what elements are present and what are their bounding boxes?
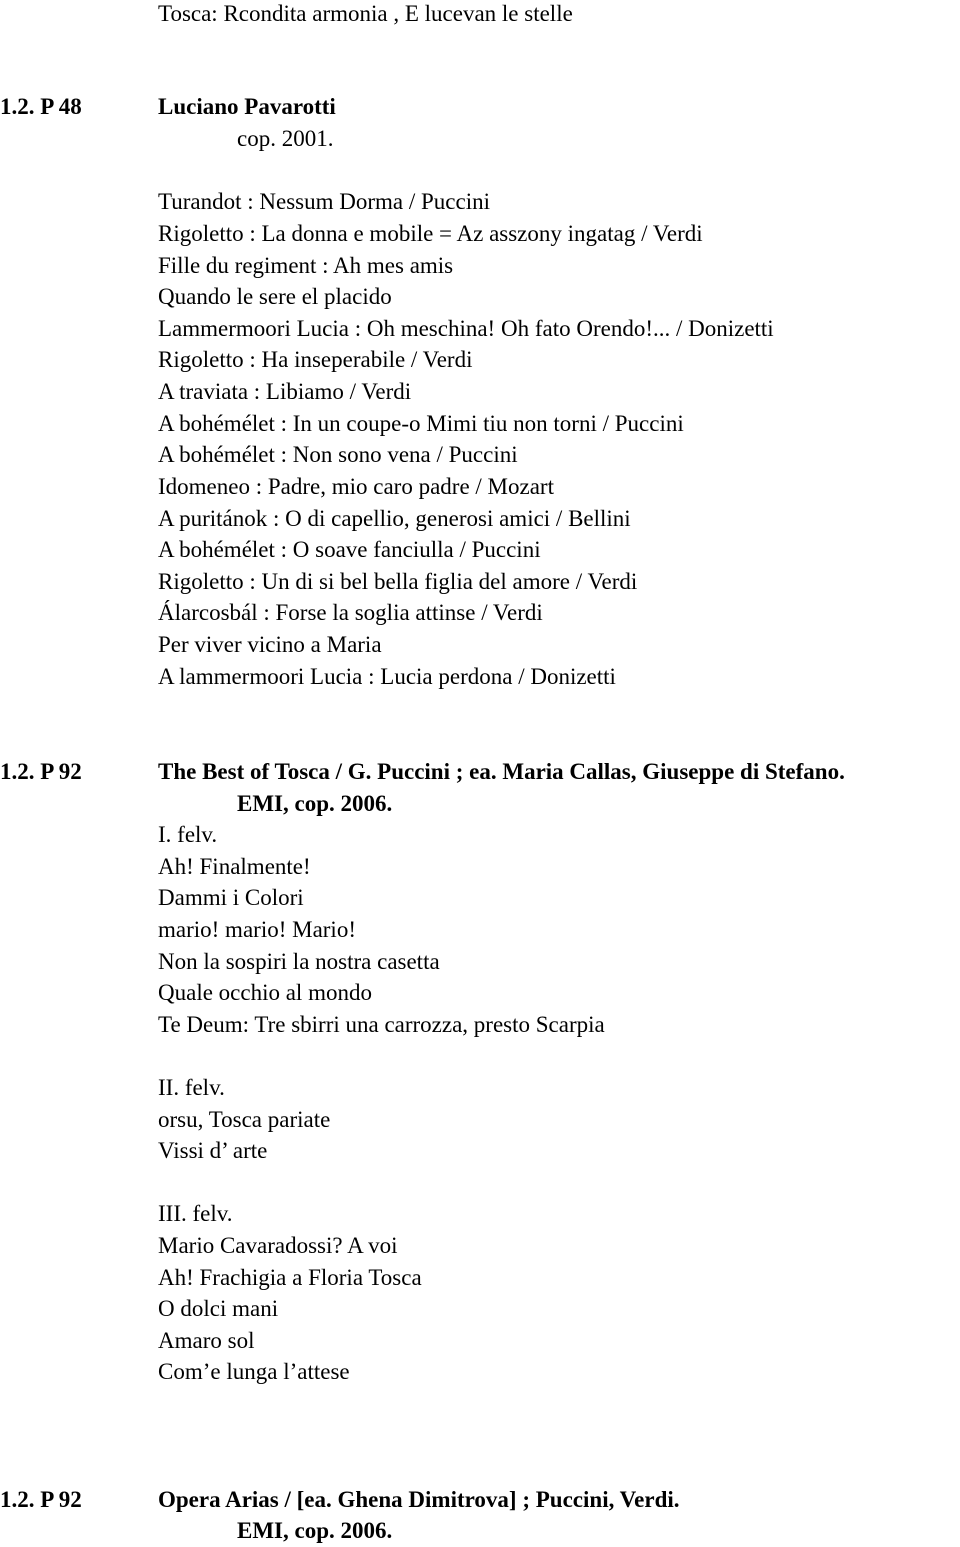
track-item: Quando le sere el placido [158,284,392,309]
track-item: Rigoletto : Un di si bel bella figlia del amore / Verdi [158,569,638,594]
track-item: Mario Cavaradossi? A voi [158,1233,398,1258]
track-item: A bohémélet : Non sono vena / Puccini [158,442,518,467]
track-item: Turandot : Nessum Dorma / Puccini [158,189,490,214]
track-item: A bohémélet : O soave fanciulla / Puccini [158,537,541,562]
track-item: Idomeneo : Padre, mio caro padre / Mozart [158,474,554,499]
track-item: Ah! Finalmente! [158,854,311,879]
record-imprint: EMI, cop. 2006. [237,791,393,816]
record-imprint: cop. 2001. [237,126,334,151]
intro-line: Tosca: Rcondita armonia , E lucevan le stelle [158,1,573,26]
track-item: Quale occhio al mondo [158,980,372,1005]
record-imprint: EMI, cop. 2006. [237,1518,393,1543]
act-label: II. felv. [158,1075,225,1100]
shelf-code: 1.2. P 48 [0,94,82,119]
track-item: Fille du regiment : Ah mes amis [158,253,454,278]
track-item: A puritánok : O di capellio, generosi amici / Bellini [158,506,631,531]
track-item: Rigoletto : Ha inseperabile / Verdi [158,347,473,372]
record-title: Opera Arias / [ea. Ghena Dimitrova] ; Puccini, Verdi. [158,1487,680,1512]
track-item: Dammi i Colori [158,885,304,910]
track-item: A traviata : Libiamo / Verdi [158,379,412,404]
act-label: I. felv. [158,822,218,847]
track-item: Per viver vicino a Maria [158,632,382,657]
track-item: Álarcosbál : Forse la soglia attinse / Verdi [158,600,543,625]
track-item: orsu, Tosca pariate [158,1107,331,1132]
act-label: III. felv. [158,1201,233,1226]
track-item: mario! mario! Mario! [158,917,356,942]
shelf-code: 1.2. P 92 [0,1487,82,1512]
track-item: A bohémélet : In un coupe-o Mimi tiu non torni / Puccini [158,411,684,436]
track-item: O dolci mani [158,1296,279,1321]
track-item: Com’e lunga l’attese [158,1359,350,1384]
track-item: Lammermoori Lucia : Oh meschina! Oh fato Orendo!... / Donizetti [158,316,774,341]
track-item: Ah! Frachigia a Floria Tosca [158,1265,422,1290]
record-title: The Best of Tosca / G. Puccini ; ea. Maria Callas, Giuseppe di Stefano. [158,759,845,784]
track-item: Vissi d’ arte [158,1138,268,1163]
track-item: Te Deum: Tre sbirri una carrozza, presto Scarpia [158,1012,605,1037]
track-item: A lammermoori Lucia : Lucia perdona / Donizetti [158,664,616,689]
shelf-code: 1.2. P 92 [0,759,82,784]
track-item: Amaro sol [158,1328,255,1353]
track-item: Rigoletto : La donna e mobile = Az asszony ingatag / Verdi [158,221,703,246]
record-title: Luciano Pavarotti [158,94,336,119]
track-item: Non la sospiri la nostra casetta [158,949,440,974]
